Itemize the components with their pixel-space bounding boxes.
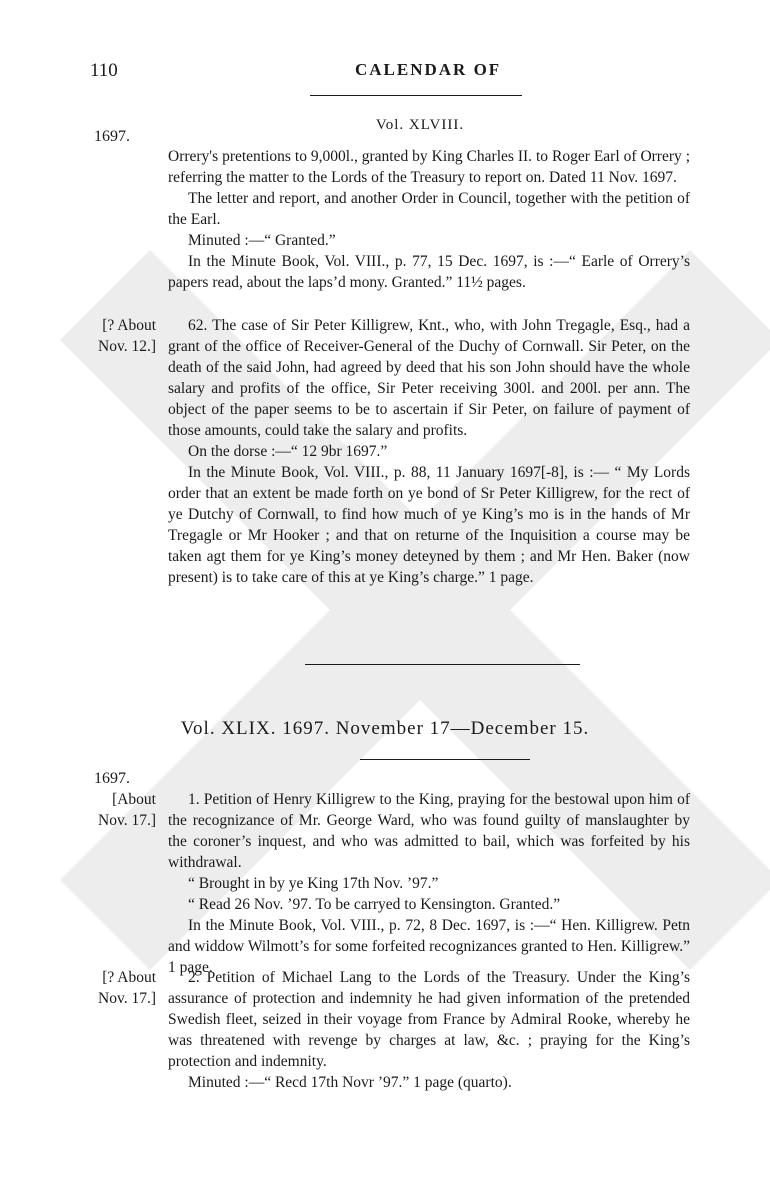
paragraph: In the Minute Book, Vol. VIII., p. 77, 15 Dec. 1697, is :—“ Earle of Orrery’s papers read, about the laps’d mony. Granted.” 11½ pages. (168, 253, 690, 291)
section-rule (305, 664, 580, 665)
margin-year: 1697. (94, 770, 130, 787)
paragraph: The letter and report, and another Order in Council, together with the petition of the Earl. (168, 190, 690, 228)
paragraph: 1. Petition of Henry Killigrew to the King, praying for the bestowal upon him of the recognizance of Mr. George Ward, who was found guilty of manslaughter by the coroner’s inquest, and who was admitted to bail, which was forfeited by his withdrawal. (168, 791, 690, 871)
paragraph: In the Minute Book, Vol. VIII., p. 88, 11 January 1697[-8], is :— “ My Lords order that an extent be made forth on ye bond of Sr Peter Killigrew, for the rect of ye Dutchy of Cornwall, to find how much of ye King’s mo is in the hands of Mr Tregagle or Mr Hooker ; and that on returne of the Inquisition a course may be taken agt them for ye King’s money deteyned by them ; and Mr Hen. Baker (now present) is to take care of this at ye King’s charge.” 1 page. (168, 464, 690, 586)
paragraph: “ Read 26 Nov. ’97. To be carryed to Kensington. Granted.” (188, 896, 561, 913)
margin-date-note: [About Nov. 17.] (98, 791, 156, 829)
volume-heading: Vol. XLVIII. (375, 117, 465, 133)
entry-1 (168, 789, 690, 978)
section1-text (168, 146, 690, 293)
page-number: 110 (90, 60, 118, 81)
margin-year: 1697. (94, 128, 130, 145)
section-heading-rule (360, 759, 530, 760)
paragraph: 62. The case of Sir Peter Killigrew, Knt., who, with John Tregagle, Esq., had a grant of the office of Receiver-General of the Duchy of Cornwall. Sir Peter, on the death of the said John, had agreed by deed that his son John should have the whole salary and profits of the office, Sir Peter receiving 300l. and 200l. per ann. The object of the paper seems to be to ascertain if Sir Peter, on failure of payment of those amounts, could take the salary and profits. (168, 317, 690, 439)
margin-date-note: [? About Nov. 12.] (98, 317, 156, 355)
paragraph: “ Brought in by ye King 17th Nov. ’97.” (188, 875, 439, 892)
paragraph: 2. Petition of Michael Lang to the Lords of the Treasury. Under the King’s assurance of protection and indemnity he had given information of the pretended Swedish fleet, seized in their voyage from France by Admiral Rooke, whereby he was threatened with revenge by charges at law, &c. ; praying for the King’s protection and indemnity. (168, 969, 690, 1070)
margin-date-note: [? About Nov. 17.] (98, 969, 156, 1007)
page-header (0, 52, 770, 82)
running-head: CALENDAR OF (355, 60, 502, 79)
paragraph: Orrery's pretentions to 9,000l., granted by King Charles II. to Roger Earl of Orrery ; referring the matter to the Lords of the Treasury to report on. Dated 11 Nov. 1697. (168, 148, 690, 186)
paragraph: On the dorse :—“ 12 9br 1697.” (188, 443, 388, 460)
section-heading: Vol. XLIX. 1697. November 17—December 15. (180, 718, 590, 739)
paragraph: In the Minute Book, Vol. VIII., p. 72, 8 Dec. 1697, is :—“ Hen. Killigrew. Petn and widdow Wilmott’s for some forfeited recognizances granted to Hen. Killigrew.” 1 page. (168, 917, 690, 976)
paragraph: Minuted :—“ Granted.” (188, 232, 336, 249)
entry-62 (168, 315, 690, 588)
entry-2 (168, 967, 690, 1093)
paragraph: Minuted :—“ Recd 17th Novr ’97.” 1 page (quarto). (188, 1074, 512, 1091)
header-rule (310, 95, 522, 96)
